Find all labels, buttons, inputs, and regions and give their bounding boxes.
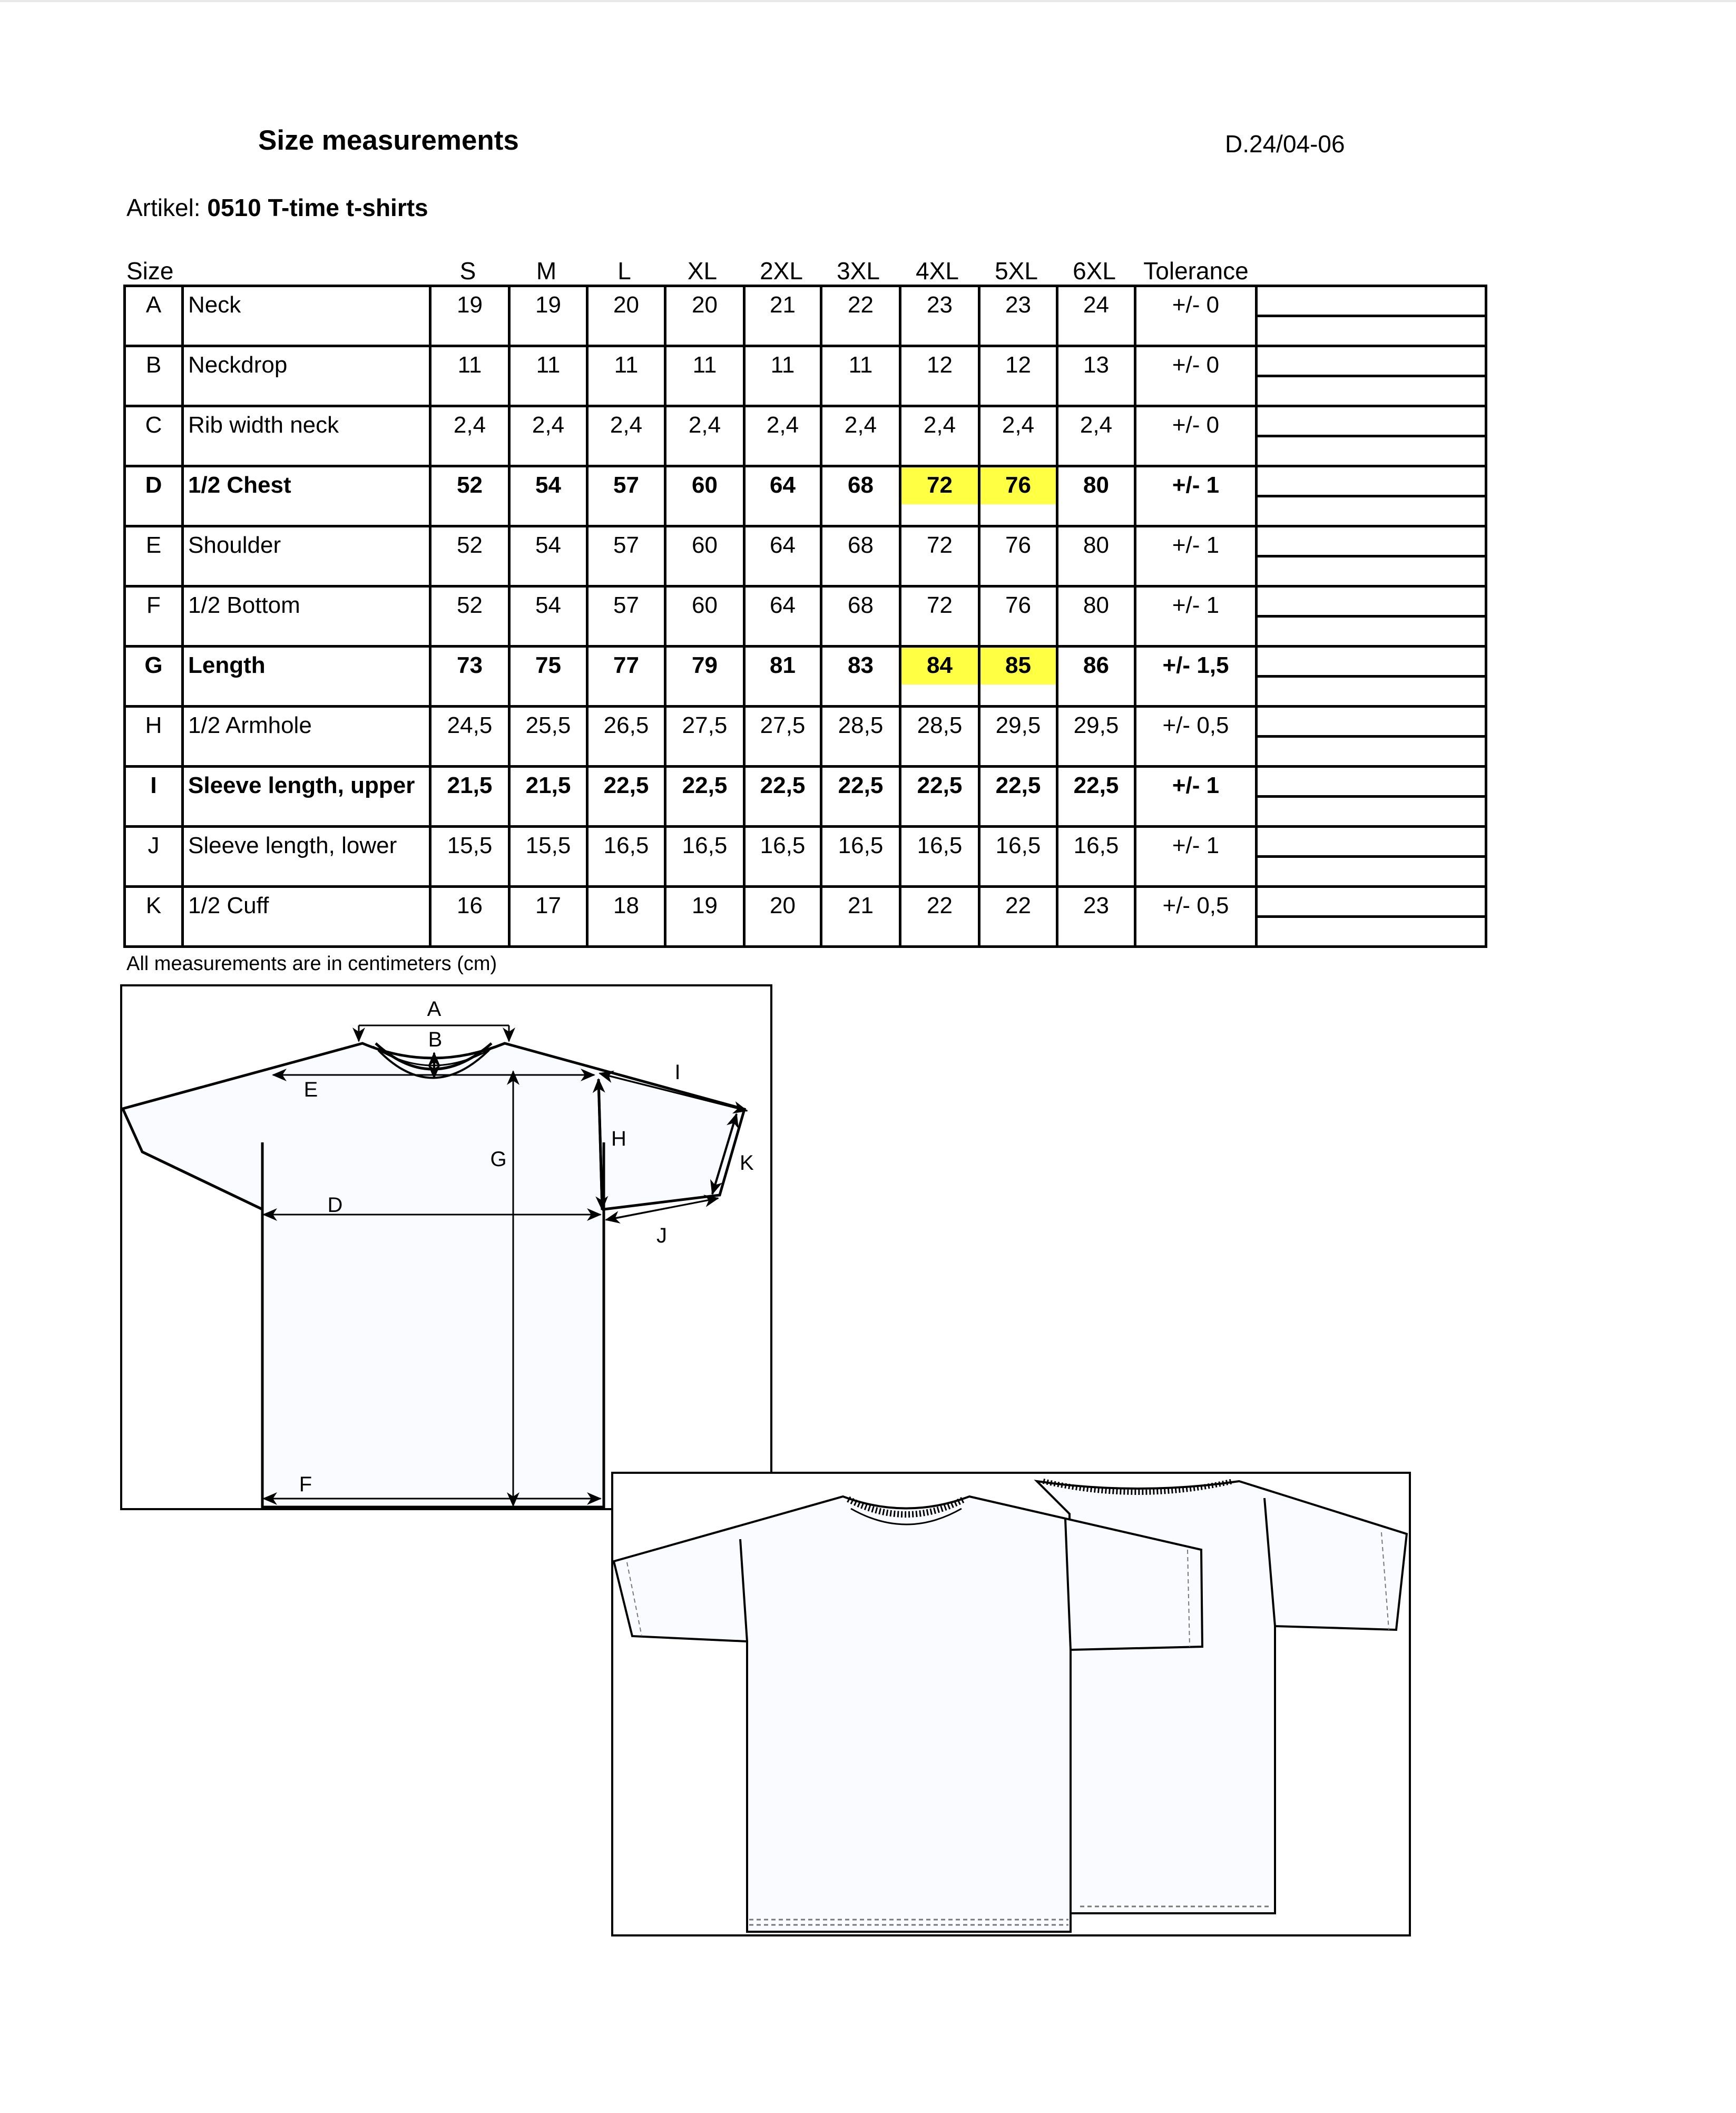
value-cell: 19 [430,286,509,346]
table-row [125,887,1486,947]
highlighted-value: 85 [978,648,1058,684]
value-cell: 76 [979,586,1057,647]
value-cell: 64 [744,526,821,586]
measurement-name: 1/2 Bottom [183,586,430,647]
value-cell: 52 [430,526,509,586]
value-cell: 21,5 [509,767,587,827]
value-cell: 22,5 [744,767,821,827]
value-cell: 22 [900,887,979,947]
measurement-code: A [125,286,183,346]
value-cell: 16,5 [900,827,979,887]
label-g: G [490,1148,507,1171]
highlighted-value: 72 [899,467,980,504]
tolerance-cell: +/- 1 [1135,526,1257,586]
label-k: K [740,1151,754,1175]
value-cell: 54 [509,526,587,586]
value-cell: 11 [821,346,900,406]
notes-divider [1258,555,1485,557]
value-cell: 18 [587,887,665,947]
blank-notes-cell [1257,767,1486,827]
value-cell: 17 [509,887,587,947]
tolerance-cell: +/- 1 [1135,827,1257,887]
size-header-6xl: 6XL [1073,257,1116,285]
value-cell: 15,5 [509,827,587,887]
value-cell: 72 [900,586,979,647]
value-cell: 57 [587,526,665,586]
label-h: H [611,1127,626,1150]
label-i: I [674,1061,681,1084]
value-cell: 15,5 [430,827,509,887]
document-reference: D.24/04-06 [1225,130,1345,158]
value-cell: 11 [587,346,665,406]
size-header-l: L [617,257,631,285]
size-header-2xl: 2XL [760,257,803,285]
size-header-m: M [536,257,557,285]
measurement-code: H [125,707,183,767]
value-cell: 86 [1057,647,1135,707]
blank-notes-cell [1257,827,1486,887]
blank-notes-cell [1257,887,1486,947]
value-cell: 72 [900,526,979,586]
value-cell: 29,5 [1057,707,1135,767]
value-cell: 16,5 [587,827,665,887]
value-cell: 28,5 [821,707,900,767]
value-cell: 22,5 [979,767,1057,827]
value-cell: 19 [665,887,744,947]
blank-notes-cell [1257,286,1486,346]
value-cell: 68 [821,466,900,526]
value-cell: 52 [430,466,509,526]
value-cell: 2,4 [587,406,665,466]
value-cell: 12 [900,346,979,406]
value-cell: 22 [979,887,1057,947]
measurement-code: C [125,406,183,466]
value-cell: 80 [1057,586,1135,647]
highlighted-value-cell [979,466,1057,526]
value-cell: 21 [744,286,821,346]
measurement-code: D [125,466,183,526]
size-header-5xl: 5XL [995,257,1038,285]
table-row [125,466,1486,526]
blank-notes-cell [1257,707,1486,767]
value-cell: 60 [665,526,744,586]
table-row [125,286,1486,346]
size-header-4xl: 4XL [916,257,959,285]
table-row [125,767,1486,827]
highlighted-value: 76 [978,467,1058,504]
tolerance-cell: +/- 1 [1135,767,1257,827]
measurement-name: Length [183,647,430,707]
value-cell: 81 [744,647,821,707]
value-cell: 11 [430,346,509,406]
table-row [125,707,1486,767]
value-cell: 22,5 [665,767,744,827]
value-cell: 2,4 [430,406,509,466]
value-cell: 21,5 [430,767,509,827]
size-header-xl: XL [687,257,718,285]
measurement-code: B [125,346,183,406]
tolerance-cell: +/- 0 [1135,406,1257,466]
tshirt-measurement-diagram [120,984,773,1511]
value-cell: 22,5 [1057,767,1135,827]
value-cell: 23 [979,286,1057,346]
size-header-label: Size [126,257,174,285]
notes-divider [1258,375,1485,377]
tolerance-cell: +/- 0,5 [1135,707,1257,767]
table-row [125,406,1486,466]
value-cell: 16,5 [665,827,744,887]
label-b: B [428,1028,443,1051]
value-cell: 60 [665,586,744,647]
measurement-code: K [125,887,183,947]
notes-divider [1258,495,1485,497]
tolerance-cell: +/- 0 [1135,286,1257,346]
page-title: Size measurements [258,125,519,156]
value-cell: 80 [1057,526,1135,586]
notes-divider [1258,915,1485,918]
value-cell: 22,5 [900,767,979,827]
tolerance-cell: +/- 0 [1135,346,1257,406]
blank-notes-cell [1257,466,1486,526]
value-cell: 64 [744,466,821,526]
value-cell: 64 [744,586,821,647]
label-j: J [656,1224,667,1247]
measurement-name: Neckdrop [183,346,430,406]
tshirt-front-back-sketch [611,1472,1412,1938]
tolerance-cell: +/- 1,5 [1135,647,1257,707]
highlighted-value-cell [979,647,1057,707]
value-cell: 68 [821,526,900,586]
size-measurements-table [123,285,1487,948]
table-row [125,346,1486,406]
value-cell: 2,4 [821,406,900,466]
measurement-name: Neck [183,286,430,346]
highlighted-value: 84 [899,648,980,684]
value-cell: 80 [1057,466,1135,526]
article-label: Artikel: [126,194,201,221]
blank-notes-cell [1257,346,1486,406]
value-cell: 25,5 [509,707,587,767]
measurement-code: J [125,827,183,887]
value-cell: 52 [430,586,509,647]
value-cell: 22 [821,286,900,346]
measurement-name: 1/2 Armhole [183,707,430,767]
value-cell: 54 [509,466,587,526]
notes-divider [1258,795,1485,798]
value-cell: 16,5 [744,827,821,887]
value-cell: 21 [821,887,900,947]
measurement-name: Rib width neck [183,406,430,466]
measurement-code: G [125,647,183,707]
tolerance-cell: +/- 1 [1135,586,1257,647]
value-cell: 20 [587,286,665,346]
value-cell: 20 [744,887,821,947]
label-e: E [303,1078,318,1101]
measurement-name: Sleeve length, lower [183,827,430,887]
value-cell: 27,5 [744,707,821,767]
measurement-name: Sleeve length, upper [183,767,430,827]
notes-divider [1258,435,1485,437]
value-cell: 57 [587,466,665,526]
measurement-code: E [125,526,183,586]
blank-notes-cell [1257,406,1486,466]
tolerance-header: Tolerance [1143,257,1249,285]
value-cell: 79 [665,647,744,707]
measurement-name: Shoulder [183,526,430,586]
value-cell: 24,5 [430,707,509,767]
value-cell: 11 [744,346,821,406]
value-cell: 60 [665,466,744,526]
measurement-name: 1/2 Chest [183,466,430,526]
blank-notes-cell [1257,526,1486,586]
value-cell: 16,5 [821,827,900,887]
value-cell: 22,5 [587,767,665,827]
value-cell: 11 [665,346,744,406]
blank-notes-cell [1257,586,1486,647]
value-cell: 19 [509,286,587,346]
notes-divider [1258,855,1485,858]
label-d: D [327,1194,343,1217]
value-cell: 2,4 [1057,406,1135,466]
value-cell: 83 [821,647,900,707]
units-note: All measurements are in centimeters (cm) [126,953,497,975]
table-row [125,647,1486,707]
value-cell: 57 [587,586,665,647]
value-cell: 68 [821,586,900,647]
measurement-code: F [125,586,183,647]
value-cell: 16,5 [979,827,1057,887]
value-cell: 12 [979,346,1057,406]
measurement-code: I [125,767,183,827]
value-cell: 2,4 [979,406,1057,466]
tolerance-cell: +/- 0,5 [1135,887,1257,947]
notes-divider [1258,315,1485,317]
highlighted-value-cell [900,466,979,526]
size-header-3xl: 3XL [837,257,880,285]
value-cell: 13 [1057,346,1135,406]
article-value: 0510 T-time t-shirts [207,194,428,221]
value-cell: 54 [509,586,587,647]
notes-divider [1258,615,1485,618]
table-row [125,586,1486,647]
value-cell: 26,5 [587,707,665,767]
value-cell: 29,5 [979,707,1057,767]
table-row [125,827,1486,887]
value-cell: 2,4 [509,406,587,466]
notes-divider [1258,735,1485,738]
label-f: F [299,1473,312,1496]
value-cell: 20 [665,286,744,346]
notes-divider [1258,675,1485,678]
value-cell: 2,4 [744,406,821,466]
table-row [125,526,1486,586]
measurement-name: 1/2 Cuff [183,887,430,947]
value-cell: 77 [587,647,665,707]
blank-notes-cell [1257,647,1486,707]
value-cell: 23 [1057,887,1135,947]
value-cell: 11 [509,346,587,406]
label-a: A [427,997,442,1021]
value-cell: 73 [430,647,509,707]
value-cell: 28,5 [900,707,979,767]
highlighted-value-cell [900,647,979,707]
value-cell: 23 [900,286,979,346]
value-cell: 2,4 [665,406,744,466]
value-cell: 27,5 [665,707,744,767]
value-cell: 75 [509,647,587,707]
size-header-s: S [459,257,476,285]
page-top-border [0,0,1736,2]
value-cell: 22,5 [821,767,900,827]
tolerance-cell: +/- 1 [1135,466,1257,526]
value-cell: 76 [979,526,1057,586]
value-cell: 16,5 [1057,827,1135,887]
article-line [126,193,428,222]
value-cell: 24 [1057,286,1135,346]
value-cell: 2,4 [900,406,979,466]
value-cell: 16 [430,887,509,947]
